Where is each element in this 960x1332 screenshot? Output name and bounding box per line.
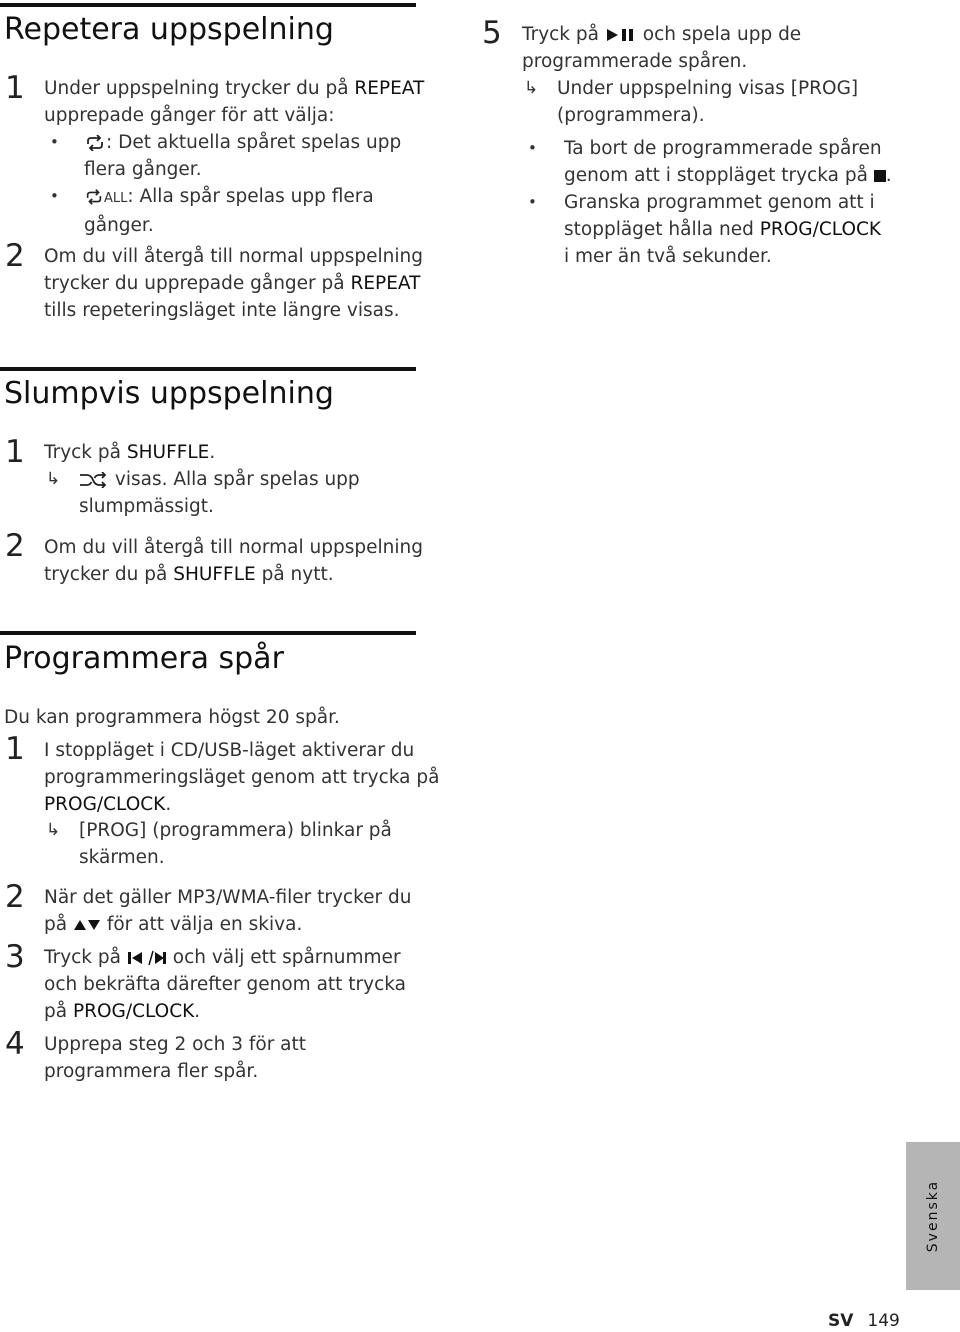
stop-icon <box>874 170 886 182</box>
result-arrow-icon: ↳ <box>46 820 61 840</box>
language-tab-label: Svenska <box>925 1179 941 1253</box>
repeat-one-icon <box>84 135 106 151</box>
repeat-all-icon <box>84 189 104 205</box>
step-number: 3 <box>5 939 25 975</box>
step-number: 2 <box>5 238 25 274</box>
section-rule-repeat <box>0 3 416 7</box>
bullet-text: Ta bort de programmerade spåren genom att i stoppläget trycka på . <box>564 138 892 186</box>
step-number: 1 <box>5 70 25 106</box>
heading-repeat: Repetera uppspelning <box>4 12 334 47</box>
language-tab <box>906 1142 960 1290</box>
page-number: 149 <box>867 1311 900 1331</box>
play-pause-icon <box>605 28 637 42</box>
bullet: • <box>50 187 59 205</box>
up-down-icon <box>73 918 101 932</box>
step-number: 1 <box>5 731 25 767</box>
result-arrow-icon: ↳ <box>524 78 539 98</box>
result-text: Under uppspelning visas [PROG] (programmera). <box>557 78 859 126</box>
bullet-text: : Det aktuella spåret spelas upp flera gånger. <box>84 132 402 180</box>
result-text: visas. Alla spår spelas upp slumpmässigt. <box>79 469 360 517</box>
step-text: Om du vill återgå till normal uppspelning trycker du på SHUFFLE på nytt. <box>44 537 423 585</box>
step-text: Tryck på och välj ett spårnummer och bekräfta därefter genom att trycka på PROG/CLOCK. <box>44 947 407 1022</box>
step-text: Upprepa steg 2 och 3 för att programmera fler spår. <box>44 1034 307 1082</box>
step-number: 5 <box>482 15 502 51</box>
step-text: När det gäller MP3/WMA-filer trycker du på för att välja en skiva. <box>44 887 412 935</box>
bullet-text: Granska programmet genom att i stoppläget hålla ned PROG/CLOCK i mer än två sekunder. <box>564 192 882 267</box>
step-number: 1 <box>5 434 25 470</box>
bullet: • <box>528 139 537 157</box>
step-text: Tryck på och spela upp de programmerade spåren. <box>522 24 802 72</box>
section-rule-shuffle <box>0 367 416 371</box>
bullet: • <box>50 133 59 151</box>
step-text: Under uppspelning trycker du på REPEAT upprepade gånger för att välja: <box>44 78 425 126</box>
result-arrow-icon: ↳ <box>46 469 61 489</box>
result-text: [PROG] (programmera) blinkar på skärmen. <box>79 820 392 868</box>
page-footer <box>828 1310 900 1332</box>
intro-text: Du kan programmera högst 20 spår. <box>4 707 340 728</box>
language-code: SV <box>828 1311 854 1331</box>
step-number: 4 <box>5 1026 25 1062</box>
step-number: 2 <box>5 528 25 564</box>
bullet: • <box>528 193 537 211</box>
shuffle-icon <box>79 472 109 488</box>
step-number: 2 <box>5 879 25 915</box>
section-rule-program <box>0 631 416 635</box>
step-text: Om du vill återgå till normal uppspelning trycker du upprepade gånger på REPEAT tills repeteringsläget inte längre visas. <box>44 246 423 321</box>
heading-shuffle: Slumpvis uppspelning <box>4 376 334 411</box>
step-text: Tryck på SHUFFLE. <box>44 442 216 463</box>
prev-next-icon <box>127 950 167 966</box>
step-text: I stoppläget i CD/USB-läget aktiverar du programmeringsläget genom att trycka på PROG/CLOCK. <box>44 740 440 815</box>
heading-program: Programmera spår <box>4 641 284 676</box>
bullet-text: ALL: Alla spår spelas upp flera gånger. <box>84 186 374 236</box>
